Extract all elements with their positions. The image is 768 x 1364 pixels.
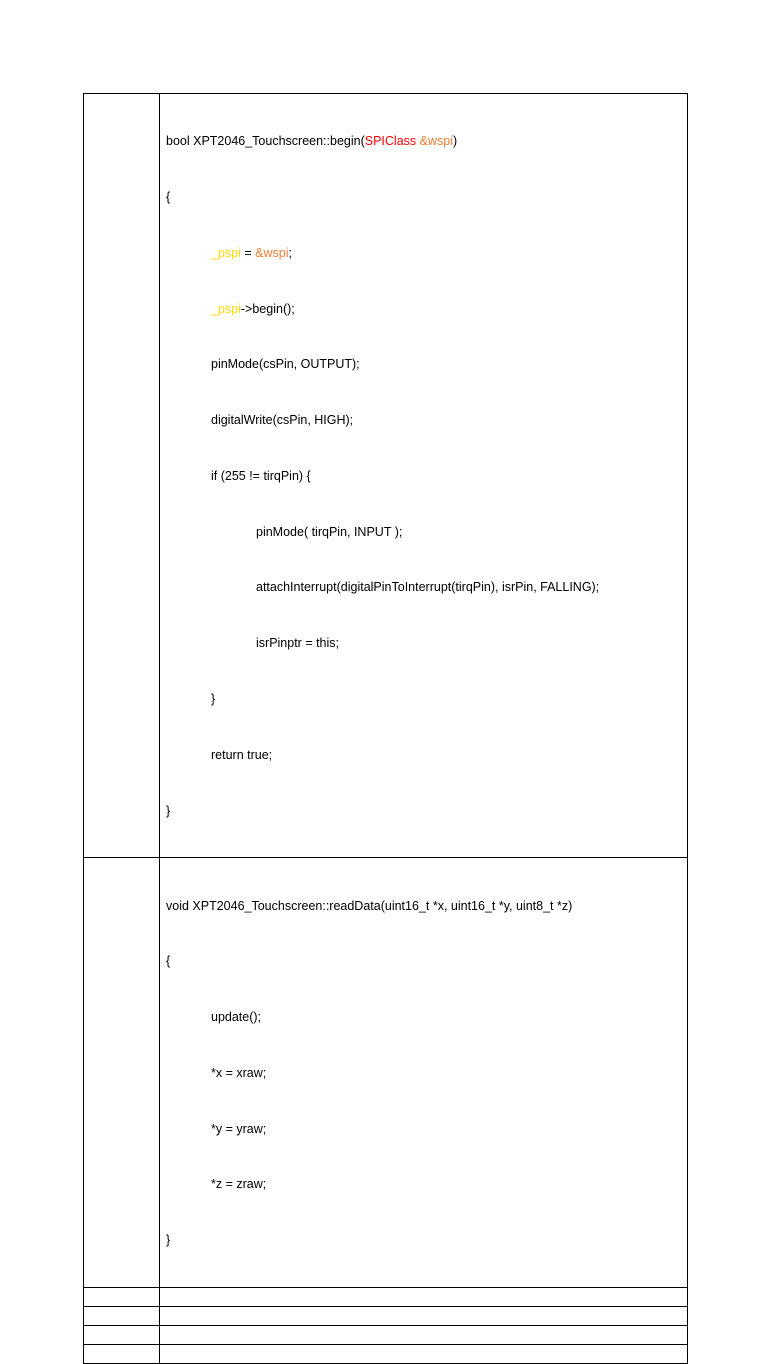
code-line: { xyxy=(166,954,171,969)
code-line: void XPT2046_Touchscreen::readData(uint16_t *x, uint16_t *y, uint8_t *z) xyxy=(166,898,573,913)
row-label-cell xyxy=(84,94,160,858)
type-token: SPIClass xyxy=(364,134,417,149)
empty-table-row xyxy=(84,1345,688,1364)
param-token: &wspi xyxy=(255,245,289,260)
empty-table-row xyxy=(84,1288,688,1307)
empty-table-row xyxy=(84,1307,688,1326)
row-label-cell xyxy=(84,858,160,1288)
code-block-readdata xyxy=(160,858,687,1287)
row-label-cell xyxy=(84,1326,160,1345)
code-cell-readdata xyxy=(160,858,688,1288)
code-line: pinMode(csPin, OUTPUT); xyxy=(211,357,360,372)
code-line: *x = xraw; xyxy=(211,1065,267,1080)
code-text: ->begin(); xyxy=(240,301,295,316)
row-label-cell xyxy=(84,1307,160,1326)
empty-cell xyxy=(160,1345,688,1364)
code-line: { xyxy=(166,189,171,204)
code-cell-begin xyxy=(160,94,688,858)
empty-cell xyxy=(160,1307,688,1326)
code-line: digitalWrite(csPin, HIGH); xyxy=(211,413,354,428)
code-block-begin xyxy=(160,94,687,857)
code-line: } xyxy=(211,692,216,706)
code-line: pinMode( tirqPin, INPUT ); xyxy=(256,524,403,539)
code-line xyxy=(166,300,687,319)
code-line xyxy=(166,244,687,263)
code-text: bool XPT2046_Touchscreen::begin( xyxy=(166,134,365,149)
code-text: ) xyxy=(452,134,458,149)
code-text: = xyxy=(240,245,256,260)
code-line: } xyxy=(166,803,171,818)
code-line: attachInterrupt(digitalPinToInterrupt(tirqPin), isrPin, FALLING); xyxy=(256,580,600,595)
member-token: _pspi xyxy=(211,301,241,316)
code-line: } xyxy=(166,1233,171,1248)
empty-cell xyxy=(160,1288,688,1307)
code-line xyxy=(166,132,687,151)
code-line: update(); xyxy=(211,1010,262,1025)
code-line: return true; xyxy=(211,747,273,762)
param-token: &wspi xyxy=(419,134,453,149)
row-label-cell xyxy=(84,1345,160,1364)
empty-table-row xyxy=(84,1326,688,1345)
code-line: *y = yraw; xyxy=(211,1121,267,1136)
code-line: if (255 != tirqPin) { xyxy=(211,468,311,483)
empty-cell xyxy=(160,1326,688,1345)
code-text: ; xyxy=(288,245,292,260)
table-row xyxy=(84,94,688,858)
row-label-cell xyxy=(84,1288,160,1307)
table-row xyxy=(84,858,688,1288)
member-token: _pspi xyxy=(211,245,241,260)
code-line: *z = zraw; xyxy=(211,1177,267,1192)
code-line: isrPinptr = this; xyxy=(256,636,340,651)
code-table xyxy=(83,93,688,1364)
